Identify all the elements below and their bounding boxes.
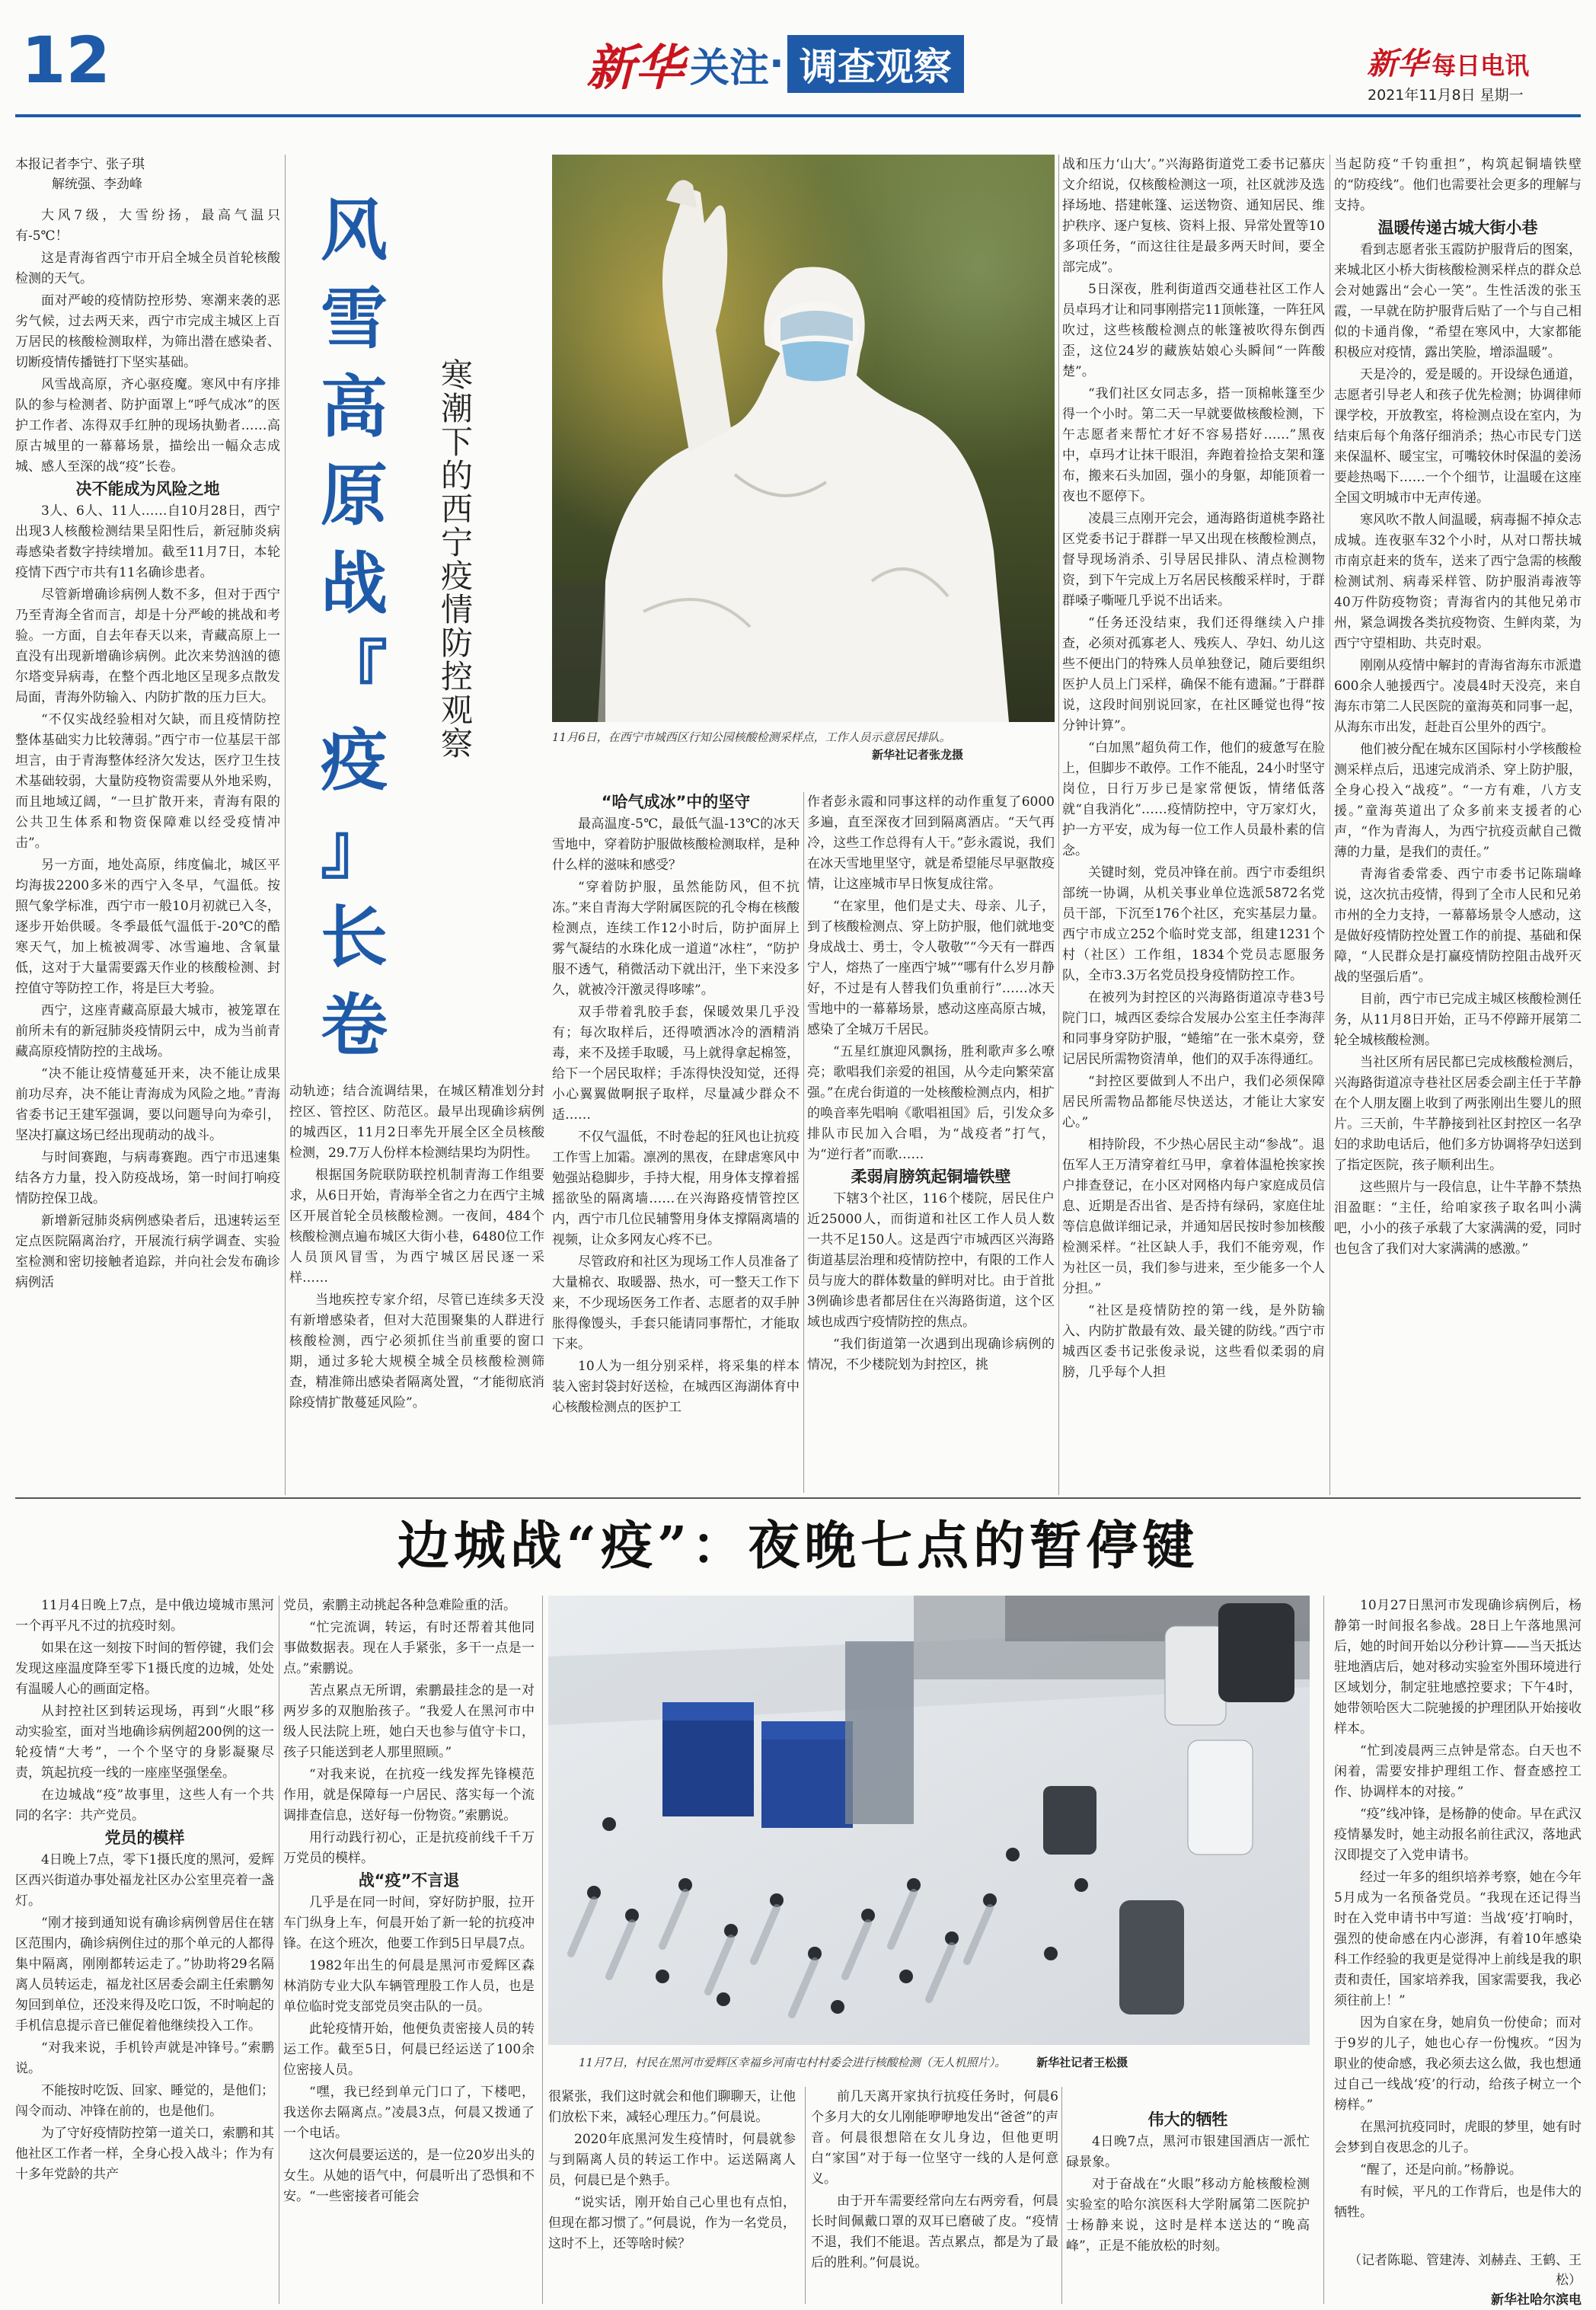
paragraph: 这些照片与一段信息，让牛芊静不禁热泪盈眶：“主任，给咱家孩子取名叫小满吧，小小的孩子承载了大家满满的爱，同时也包含了我们对大家满满的感激。” (1334, 1180, 1582, 1257)
paragraph: 另一方面，地处高原，纬度偏北，城区平均海拔2200多米的西宁入冬早，气温低。按照气象学标准，西宁市一般10月初就已入冬，逐步开始供暖。冬季最低气温低于-20℃的酷寒天气，加上梳被凋零、冰雪遍地、含氧量低，这对于大量需要露天作业的核酸检测、封控值守等防控工作，将是巨大考验。 (15, 858, 280, 996)
paragraph: “决不能让疫情蔓延开来，决不能让成果前功尽弃，决不能让青海成为风险之地。”青海省委书记王建军强调，要以问题导向为牵引，坚决打赢这场已经出现萌动的战斗。 (15, 1066, 280, 1143)
brand-mark: 新华 (586, 40, 684, 97)
paragraph: 与时间赛跑，与病毒赛跑。西宁市迅速集结各方力量，投入防疫战场，第一时间打响疫情防控保卫战。 (15, 1150, 280, 1206)
paragraph: 由于开车需要经常向左右两旁看，何晨长时间佩戴口罩的双耳已磨破了皮。“疫情不退，我们不能退。苦点累点，都是为了最后的胜利。”何晨说。 (811, 2193, 1058, 2270)
paragraph: “不仅实战经验相对欠缺，而且疫情防控整体基础实力比较薄弱。”西宁市一位基层干部坦言，由于青海整体经济欠发达，医疗卫生技术基础较弱，大量防疫物资需要从外地采购，而且地域辽阔，“一旦扩散开来，青海有限的公共卫生体系和物资保障难以经受疫情冲击”。 (15, 712, 280, 851)
story1-subheadline: 寒潮下的西宁疫情防控观察 (436, 358, 474, 760)
paragraph: 对于奋战在“火眼”移动方舱核酸检测实验室的哈尔滨医科大学附属第二医院护士杨静来说，这时是样本送达的“晚高峰”，正是不能放松的时刻。 (1066, 2177, 1310, 2254)
headline-char: 风 (320, 191, 388, 270)
headline-char: 战 (320, 545, 388, 623)
column-rule (803, 792, 804, 1493)
paragraph: “疫”线冲锋，是杨静的使命。早在武汉疫情暴发时，她主动报名前往武汉，落地武汉即提交了入党申请书。 (1334, 1807, 1582, 1863)
paragraph: 西宁，这座青藏高原最大城市，被笼罩在前所未有的新冠肺炎疫情阴云中，成为当前青藏高原疫情防控的主战场。 (15, 1003, 280, 1059)
paragraph: 关键时刻，党员冲锋在前。西宁市委组织部统一协调，从机关事业单位选派5872名党员干部，下沉至176个社区，充实基层力量。西宁市成立252个临时党支部，组建1231个村（社区）工作组，1834个党员志愿服务队，全市3.3万名党员投身疫情防控工作。 (1062, 865, 1325, 983)
paragraph: “忙完流调，转运，有时还帮着其他同事做数据表。现在人手紧张，多干一点是一点。”索鹏说。 (283, 1620, 535, 1676)
section-sub: 调查观察 (787, 35, 964, 93)
paragraph: “任务还没结束，我们还得继续入户排查，必须对孤寡老人、残疾人、孕妇、幼儿这些不便出门的特殊人员单独登记，随后要组织医护人员上门采样，确保不能有遗漏。”于群群说，这段时间别说回家，在社区睡觉也得“按分钟计算”。 (1062, 615, 1325, 733)
paragraph: 1982年出生的何晨是黑河市爱辉区森林消防专业大队车辆管理股工作人员，也是单位临时党支部党员突击队的一员。 (283, 1958, 535, 2014)
paragraph: 此轮疫情开始，他便负责密接人员的转运工作。截至5日，何晨已经运送了100余位密接人员。 (283, 2021, 535, 2078)
paragraph: 最高温度-5℃，最低气温-13℃的冰天雪地中，穿着防护服做核酸检测取样，是种什么样的滋味和感受？ (552, 816, 800, 873)
subheading: 温暖传递古城大街小巷 (1377, 219, 1538, 237)
subheading: 战“疫”不言退 (358, 1871, 460, 1890)
paragraph: “对我来说，在抗疫一线发挥先锋模范作用，就是保障每一户居民、落实每一个流调排查信息，送好每一份物资。”索鹏说。 (283, 1767, 535, 1823)
paragraph: “我们街道第一次遇到出现确诊病例的情况，不少楼院划为封控区，挑 (807, 1337, 1055, 1372)
paragraph: 战和压力‘山大’。”兴海路街道党工委书记慕庆文介绍说，仅核酸检测这一项，社区就涉及选择场地、搭建帐篷、运送物资、通知居民、维护秩序、逐户复核、资料上报、异常处置等10多项任务，“而这往往是最多两天时间，要全部完成”。 (1062, 157, 1325, 275)
column-rule (805, 2087, 806, 2304)
story2-col1 (15, 1596, 274, 2304)
subheading: 党员的模样 (104, 1829, 185, 1847)
headline-char: 疫 (320, 721, 388, 800)
paragraph: “说实话，刚开始自己心里也有点怕，但现在都习惯了。”何晨说，作为一名党员，这时不上，还等啥时候？ (548, 2195, 796, 2251)
paragraph: 几乎是在同一时间，穿好防护服，拉开车门纵身上车，何晨开始了新一轮的抗疫冲锋。在这个班次，他要工作到5日早晨7点。 (283, 1895, 535, 1951)
headline-char: 卷 (320, 986, 388, 1065)
story1-col1 (15, 206, 280, 1494)
paragraph: 尽管新增确诊病例人数不多，但对于西宁乃至青海全省而言，却是十分严峻的挑战和考验。一方面，自去年春天以来，青藏高原上一直没有出现新增确诊病例。此次来势汹汹的德尔塔变异病毒，在整个西北地区呈现多点散发局面，青海外防输入、内防扩散的压力巨大。 (15, 587, 280, 705)
story2-col4b (1066, 2087, 1310, 2304)
paragraph: 下辖3个社区，116个楼院，居民住户近25000人，而街道和社区工作人员人数一共不足150人。这是西宁市城西区兴海路街道基层治理和疫情防控中，有限的工作人员与庞大的群体数量的鲜明对比。由于首批3例确诊患者都居住在兴海路街道，这个区域也成西宁疫情防控的焦点。 (807, 1191, 1055, 1330)
column-rule (1058, 155, 1059, 1495)
paragraph: 这是青海省西宁市开启全城全员首轮核酸检测的天气。 (15, 251, 280, 286)
paragraph: “醒了，还是向前。”杨静说。 (1360, 2162, 1522, 2177)
paragraph: 动轨迹；结合流调结果，在城区精准划分封控区、管控区、防范区。最早出现确诊病例的城西区，11月2日率先开展全区全员核酸检测，29.7万人份样本检测结果均为阴性。 (289, 1084, 544, 1161)
paragraph: 不能按时吃饭、回家、睡觉的，是他们；闯令而动、冲锋在前的，也是他们。 (15, 2083, 274, 2119)
headline-char: 长 (320, 898, 388, 976)
paragraph: 当起防疫“千钧重担”，构筑起铜墙铁壁的“防疫线”。他们也需要社会更多的理解与支持。 (1334, 157, 1582, 213)
paragraph: 因为自家在身，她肩负一份使命；而对于9岁的儿子，她也心存一份愧疚。“因为职业的使命感，我必须去这么做，我也想通过自己一线战‘疫’的行动，给孩子树立一个榜样。” (1334, 2015, 1582, 2113)
byline-line-1: 本报记者李宁、张子琪 (15, 157, 145, 172)
paragraph: 如果在这一刻按下时间的暂停键，我们会发现这座温度降至零下1摄氏度的边城，处处有温暖人心的画面定格。 (15, 1641, 274, 1697)
subheading: “哈气成冰”中的坚守 (601, 793, 751, 811)
paragraph: 前几天离开家执行抗疫任务时，何晨6个多月大的女儿刚能咿咿地发出“爸爸”的声音。何晨很想陪在女儿身边，但他更明白“家国”对于每一位坚守一线的人是何意义。 (811, 2089, 1058, 2187)
story1-col4 (807, 792, 1055, 1494)
paragraph: 面对严峻的疫情防控形势、寒潮来袭的恶劣气候，过去两天来，西宁市完成主城区上百万居民的核酸检测取样，为筛出潜在感染者、切断疫情传播链打下坚实基础。 (15, 293, 280, 370)
paragraph: “对我来说，手机铃声就是冲锋号。”索鹏说。 (15, 2040, 274, 2076)
paragraph: 有时候，平凡的工作背后，也是伟大的牺牲。 (1334, 2184, 1582, 2220)
paragraph: 凌晨三点刚开完会，通海路街道桃李路社区党委书记于群群一早又出现在核酸检测点，督导现场消杀、引导居民排队、清点检测物资，到下午完成上万名居民核酸采样时，于群群嗓子嘶哑几乎说不出话来。 (1062, 511, 1325, 609)
paragraph: 从封控社区到转运现场，再到“火眼”移动实验室，面对当地确诊病例超200例的这一轮疫情“大考”，一个个坚守的身影凝聚尽责，筑起抗疫一线的一座座坚强堡垒。 (15, 1704, 274, 1781)
header-rule (15, 114, 1581, 117)
paragraph: “刚才接到通知说有确诊病例曾居住在辖区范围内，确诊病例住过的那个单元的人都得集中隔离，刚刚都转运走了。”协助将29名隔离人员转运走，福龙社区居委会副主任索鹏匆匆回到单位，还没来得及吃口饭，不时响起的手机信息提示音已催促着他继续投入工作。 (15, 1915, 274, 2034)
paragraph: 经过一年多的组织培养考察，她在今年5月成为一名预备党员。“我现在还记得当时在入党申请书中写道：当战‘疫’打响时，强烈的使命感在内心澎湃，有着10年感染科工作经验的我更是觉得冲上前线是我的职责和责任，国家培养我，国家需要我，我必须往前上！” (1334, 1870, 1582, 2008)
story1-col3 (552, 792, 800, 1494)
headline-char: 』 (320, 810, 388, 888)
paragraph: 10人为一组分别采样，将采集的样本装入密封袋封好送检，在城西区海湖体育中心核酸检测点的医护工 (552, 1359, 800, 1415)
page-header (0, 0, 1596, 114)
subheading: 伟大的牺牲 (1148, 2110, 1228, 2129)
paragraph: “在家里，他们是丈夫、母亲、儿子，到了核酸检测点、穿上防护服，他们就地变身成战士、勇士，令人敬敬”“今天有一群西宁人，熔热了一座西宁城”“哪有什么岁月静好，不过是有人替我们负重前行”……冰天雪地中的一幕幕场景，感动这座高原古城，感染了全城万千居民。 (807, 899, 1055, 1037)
paragraph: 相持阶段，不少热心居民主动“参战”。退伍军人王万清穿着红马甲，拿着体温枪挨家挨户排查登记，在小区对网格内每户家庭成员信息、近期是否出省、是否持有绿码，家庭住址等信息做详细记录，并通知居民按时参加核酸检测采样。“社区缺人手，我们不能旁观，作为社区一员，我们参与进来，至少能多一个人分担。” (1062, 1137, 1325, 1296)
photo-aerial-testing (548, 1596, 1310, 2045)
page-number: 12 (21, 23, 110, 97)
paragraph: 当地疾控专家介绍，尽管已连续多天没有新增感染者，但对大范围聚集的人群进行核酸检测，西宁必须抓住当前重要的窗口期，通过多轮大规模全城全员核酸检测筛查，精准筛出感染者隔离处置，“才能彻底消除疫情扩散蔓延风险”。 (289, 1292, 544, 1411)
photo-credit: 新华社记者张龙摄 (871, 748, 963, 762)
story2-col5 (1334, 1596, 1582, 2243)
paragraph: 3人、6人、11人……自10月28日，西宁出现3人核酸检测结果呈阳性后，新冠肺炎病毒感染者数字持续增加。截至11月7日，本轮疫情下西宁市共有11名确诊患者。 (15, 503, 280, 580)
headline-char: 雪 (320, 280, 388, 358)
paper-mark: 新华 (1367, 46, 1428, 81)
paragraph: 4日晚7点，黑河市银建国酒店一派忙碌景象。 (1066, 2134, 1310, 2170)
headline-char: 『 (320, 633, 388, 711)
headline-char: 原 (320, 456, 388, 535)
photo1-caption (552, 729, 1055, 762)
story1-headline (312, 187, 396, 1070)
photo-credit: 新华社记者王松摄 (1036, 2056, 1128, 2069)
paragraph: 4日晚上7点，零下1摄氏度的黑河，爱辉区西兴街道办事处福龙社区办公室里亮着一盏灯。 (15, 1852, 274, 1909)
paragraph: 他们被分配在城东区国际村小学核酸检测采样点后，迅速完成消杀、穿上防护服，全身心投入“战疫”。“一方有难，八方支援。”童海英道出了众多前来支援者的心声，“作为青海人，为西宁抗疫贡献自己微薄的力量，是我们的责任。” (1334, 742, 1582, 860)
paragraph: 为了守好疫情防控第一道关口，索鹏和其他社区工作者一样，全身心投入战斗；作为有十多年党龄的共产 (15, 2126, 274, 2182)
paragraph: “穿着防护服，虽然能防风，但不抗冻。”来自青海大学附属医院的孔令梅在核酸检测点，连续工作12小时后，防护面屏上雾气凝结的水珠化成一道道“冰柱”，“防护服不透气，稍微活动下就出汗，坐下来没多久，就被冷汗激灵得哆嗦”。 (552, 880, 800, 998)
photo-health-worker (552, 155, 1055, 722)
story1-col2 (289, 1082, 544, 1494)
paragraph: 在边城战“疫”故事里，这些人有一个共同的名字：共产党员。 (15, 1788, 274, 1823)
section-logo (586, 34, 964, 97)
paragraph: 2020年底黑河发生疫情时，何晨就参与到隔离人员的转运工作中。运送隔离人员，何晨已是个熟手。 (548, 2132, 796, 2188)
paragraph: 双手带着乳胶手套，保暖效果几乎没有；每次取样后，还得喷洒冰冷的酒精消毒，来不及搓手取暖，马上就得拿起棉签，给下一个居民取样；手冻得快没知觉，还得小心翼翼做啊抿子取样，尽量减少群众不适…… (552, 1005, 800, 1123)
paragraph: 用行动践行初心，正是抗疫前线千千万万党员的模样。 (283, 1830, 535, 1866)
paragraph: “忙到凌晨两三点钟是常态。白天也不闲着，需要安排护理组工作、督查感控工作、协调样本的对接。” (1334, 1743, 1582, 1800)
paragraph: 11月4日晚上7点，是中俄边境城市黑河一个再平凡不过的抗疫时刻。 (15, 1598, 274, 1634)
story2-col4 (811, 2087, 1058, 2304)
paragraph: 党员，索鹏主动挑起各种急难险重的活。 (283, 1598, 516, 1613)
paragraph: 尽管政府和社区为现场工作人员准备了大量棉衣、取暖器、热水，可一整天工作下来，不少现场医务工作者、志愿者的双手肿胀得像馒头，手套只能请同事帮忙，才能取下来。 (552, 1254, 800, 1352)
paragraph: 大风7级，大雪纷扬，最高气温只有-5℃！ (15, 208, 280, 244)
paragraph: 10月27日黑河市发现确诊病例后，杨静第一时间报名参战。28日上午落地黑河后，她的时间开始以分秒计算——当天抵达驻地酒店后，她对移动实验室外围环境进行区域划分，制定驻地感控要求；下午4时，她带领哈医大二院驰援的护理团队开始接收样本。 (1334, 1598, 1582, 1736)
byline-line-2: 解统强、李劲峰 (52, 177, 142, 192)
story1-col5 (1062, 155, 1325, 1494)
paragraph: “白加黑”超负荷工作，他们的疲惫写在脸上，但脚步不敢停。工作不能乱，24小时坚守岗位，日行万步已是家常便饭，情绪低落就“自我消化”……疫情防控中，守万家灯火，护一方平安，成为每一位工作人员最朴素的信念。 (1062, 740, 1325, 858)
column-rule (542, 1596, 543, 2304)
story1-col6 (1334, 155, 1582, 1494)
paragraph: 天是冷的，爱是暖的。开设绿色通道，志愿者引导老人和孩子优先检测；协调律师课学校，开放教室，将检测点设在室内，为结束后每个角落仔细消杀；热心市民专门送来保温杯、暖宝宝，可嘴较休时保温的姜汤要趁热喝下……一个个细节，让温暖在这座全国文明城市中无声传递。 (1334, 367, 1582, 506)
paragraph: 当社区所有居民都已完成核酸检测后，兴海路街道凉寺巷社区居委会副主任于芊静在个人朋友圈上收到了两张刚出生婴儿的照片。三天前，牛芊静接到社区封控区一名孕妇的求助电话后，他们多方协调将孕妇送到了指定医院，孩子顺利出生。 (1334, 1055, 1582, 1173)
paragraph: 苦点累点无所谓，索鹏最挂念的是一对两岁多的双胞胎孩子。“我爱人在黑河市中级人民法院上班，她白天也参与值守卡口，孩子只能送到老人那里照顾。” (283, 1683, 535, 1760)
photo2-caption (579, 2054, 1310, 2072)
paragraph: 作者彭永霞和同事这样的动作重复了6000多遍，直至深夜才回到隔离酒店。“天气再冷，这些工作总得有人干。”彭永霞说，我们在冰天雪地里坚守，就是希望能尽早驱散疫情，让这座城市早日恢复成往常。 (807, 794, 1055, 892)
paper-name: 每日电讯 (1432, 51, 1530, 80)
paragraph: 在被列为封控区的兴海路街道凉寺巷3号院门口，城西区委综合发展办公室主任李海萍和同事身穿防护服，“蜷缩”在一张木桌旁，登记居民所需物资清单，他们的双手冻得通红。 (1062, 990, 1325, 1067)
section-name: 关注 (690, 45, 770, 91)
paragraph: 刚刚从疫情中解封的青海省海东市派遣600余人驰援西宁。凌晨4时天没亮，来自海东市第二人民医院的童海英和同事一起，从海东市出发，赶赴百公里外的西宁。 (1334, 658, 1582, 735)
column-rule (285, 155, 286, 1495)
story2-headline: 边城战“疫”：夜晚七点的暂停键 (397, 1516, 1199, 1577)
story2-col2 (283, 1596, 535, 2304)
caption-text: 11月7日，村民在黑河市爱辉区幸福乡河南屯村村委会进行核酸检测（无人机照片）。 (579, 2056, 1007, 2069)
story2-rule (15, 1497, 1581, 1499)
paragraph: 新增新冠肺炎病例感染者后，迅速转运至定点医院隔离治疗，开展流行病学调查、实验室检测和密切接触者追踪，并向社会发布确诊病例活 (15, 1213, 280, 1290)
paragraph: 不仅气温低，不时卷起的狂风也让抗疫工作雪上加霜。凛冽的黑夜，在肆虐寒风中勉强站稳脚步，手持大棍，用身体支撑着摇摇欲坠的隔离墙……在兴海路疫情管控区内，西宁市几位民辅警用身体支撑隔离墙的视频，让众多网友心疼不已。 (552, 1129, 800, 1248)
issue-date: 2021年11月8日 星期一 (1368, 87, 1524, 104)
signoff-reporters: （记者陈聪、管建涛、刘赫垚、王鹤、王松） (1349, 2253, 1582, 2288)
paragraph: 看到志愿者张玉霞防护服背后的图案，来城北区小桥大街核酸检测采样点的群众总会对她露出“会心一笑”。生性活泼的张玉霞，一早就在防护服背后贴了一个与自己相似的卡通肖像，“希望在寒风中，大家都能积极应对疫情，露出笑脸，增添温暖”。 (1334, 242, 1582, 360)
paragraph: 5日深夜，胜利街道西交通巷社区工作人员卓玛才让和同事刚搭完11顶帐篷，一阵狂风吹过，这些核酸检测点的帐篷被吹得东倒西歪，这位24岁的藏族姑娘心头瞬间“一阵酸楚”。 (1062, 282, 1325, 379)
column-rule (1329, 155, 1330, 1495)
paragraph: “社区是疫情防控的第一线，是外防输入、内防扩散最有效、最关键的防线。”西宁市城西区委书记张俊录说，这些看似柔弱的肩膀，几乎每个人担 (1062, 1303, 1325, 1380)
paragraph: 这次何晨要运送的，是一位20岁出头的女生。从她的语气中，何晨听出了恐惧和不安。“一些密接者可能会 (283, 2148, 535, 2204)
subheading: 决不能成为风险之地 (75, 480, 220, 498)
signoff-agency: 新华社哈尔滨电 (1491, 2292, 1582, 2308)
caption-text: 11月6日，在西宁市城西区行知公园核酸检测采样点，工作人员示意居民排队。 (552, 730, 951, 744)
paragraph: “我们社区女同志多，搭一顶棉帐篷至少得一个小时。第二天一早就要做核酸检测，下午志愿者来帮忙才好不容易搭好……”黑夜中，卓玛才让抹干眼泪，奔跑着捡拾支架和篷布，搬来石头加固，强小的身躯，却能顶着一夜也不愿停下。 (1062, 386, 1325, 504)
column-rule (1323, 1596, 1324, 2304)
paragraph: “封控区要做到人不出户，我们必须保障居民所需物品都能尽快送达，才能让大家安心。” (1062, 1074, 1325, 1130)
paragraph: 很紧张，我们这时就会和他们聊聊天，让他们放松下来，减轻心理压力。”何晨说。 (548, 2089, 796, 2125)
paragraph: “嘿，我已经到单元门口了，下楼吧，我送你去隔离点。”凌晨3点，何晨又拨通了一个电话。 (283, 2085, 535, 2141)
paragraph: “五星红旗迎风飘扬，胜利歌声多么嘹亮；歌唱我们亲爱的祖国，从今走向繁荣富强。”在虎台街道的一处核酸检测点内，相扩的唤音率先唱响《歌唱祖国》后，引发众多排队市民加入合唱，为“战疫者”打气，为“逆行者”而歌…… (807, 1044, 1055, 1162)
byline (15, 155, 175, 194)
paragraph: 目前，西宁市已完成主城区核酸检测任务，从11月8日开始，正马不停蹄开展第二轮全城核酸检测。 (1334, 992, 1582, 1048)
subheading: 柔弱肩膀筑起铜墙铁壁 (851, 1168, 1011, 1186)
section-dot: · (769, 41, 784, 87)
story2-col3 (548, 2087, 796, 2304)
story2-signoff (1334, 2251, 1582, 2310)
paragraph: 根据国务院联防联控机制青海工作组要求，从6日开始，青海举全省之力在西宁主城区开展首轮全员核酸检测。一夜间，484个核酸检测点遍布城区大街小巷，6480位工作人员顶风冒雪，为西宁城区居民逐一采样…… (289, 1168, 544, 1286)
headline-char: 高 (320, 368, 388, 446)
paragraph: 在黑河抗疫同时，虎眼的梦里，她有时会梦到自夜思念的儿子。 (1334, 2120, 1582, 2155)
paragraph: 青海省委常委、西宁市委书记陈瑞峰说，这次抗击疫情，得到了全市人民和兄弟市州的全力支持，一幕幕场景令人感动，这是做好疫情防控处置工作的前提、基础和保障，“人民群众是打赢疫情防控阻击战歼灭战的坚强后盾”。 (1334, 867, 1582, 985)
paragraph: 风雪战高原，齐心驱疫魔。寒风中有序排队的参与检测者、防护面罩上“呼气成冰”的医护工作者、冻得双手红肿的现场执勤者……高原古城里的一幕幕场景，描绘出一幅众志成城、感人至深的战“疫”长卷。 (15, 377, 280, 474)
paper-logo (1367, 40, 1529, 83)
paragraph: 寒风吹不散人间温暖，病毒掘不掉众志成城。连夜驱车32个小时，从对口帮扶城市南京赶来的货车，送来了西宁急需的核酸检测试剂、病毒采样管、防护服消毒液等40万件防疫物资；青海省内的其他兄弟市州，紧急调拨各类抗疫物资、生鲜肉菜，为西宁守望相助、共克时艰。 (1334, 513, 1582, 651)
column-rule (1061, 2087, 1062, 2304)
